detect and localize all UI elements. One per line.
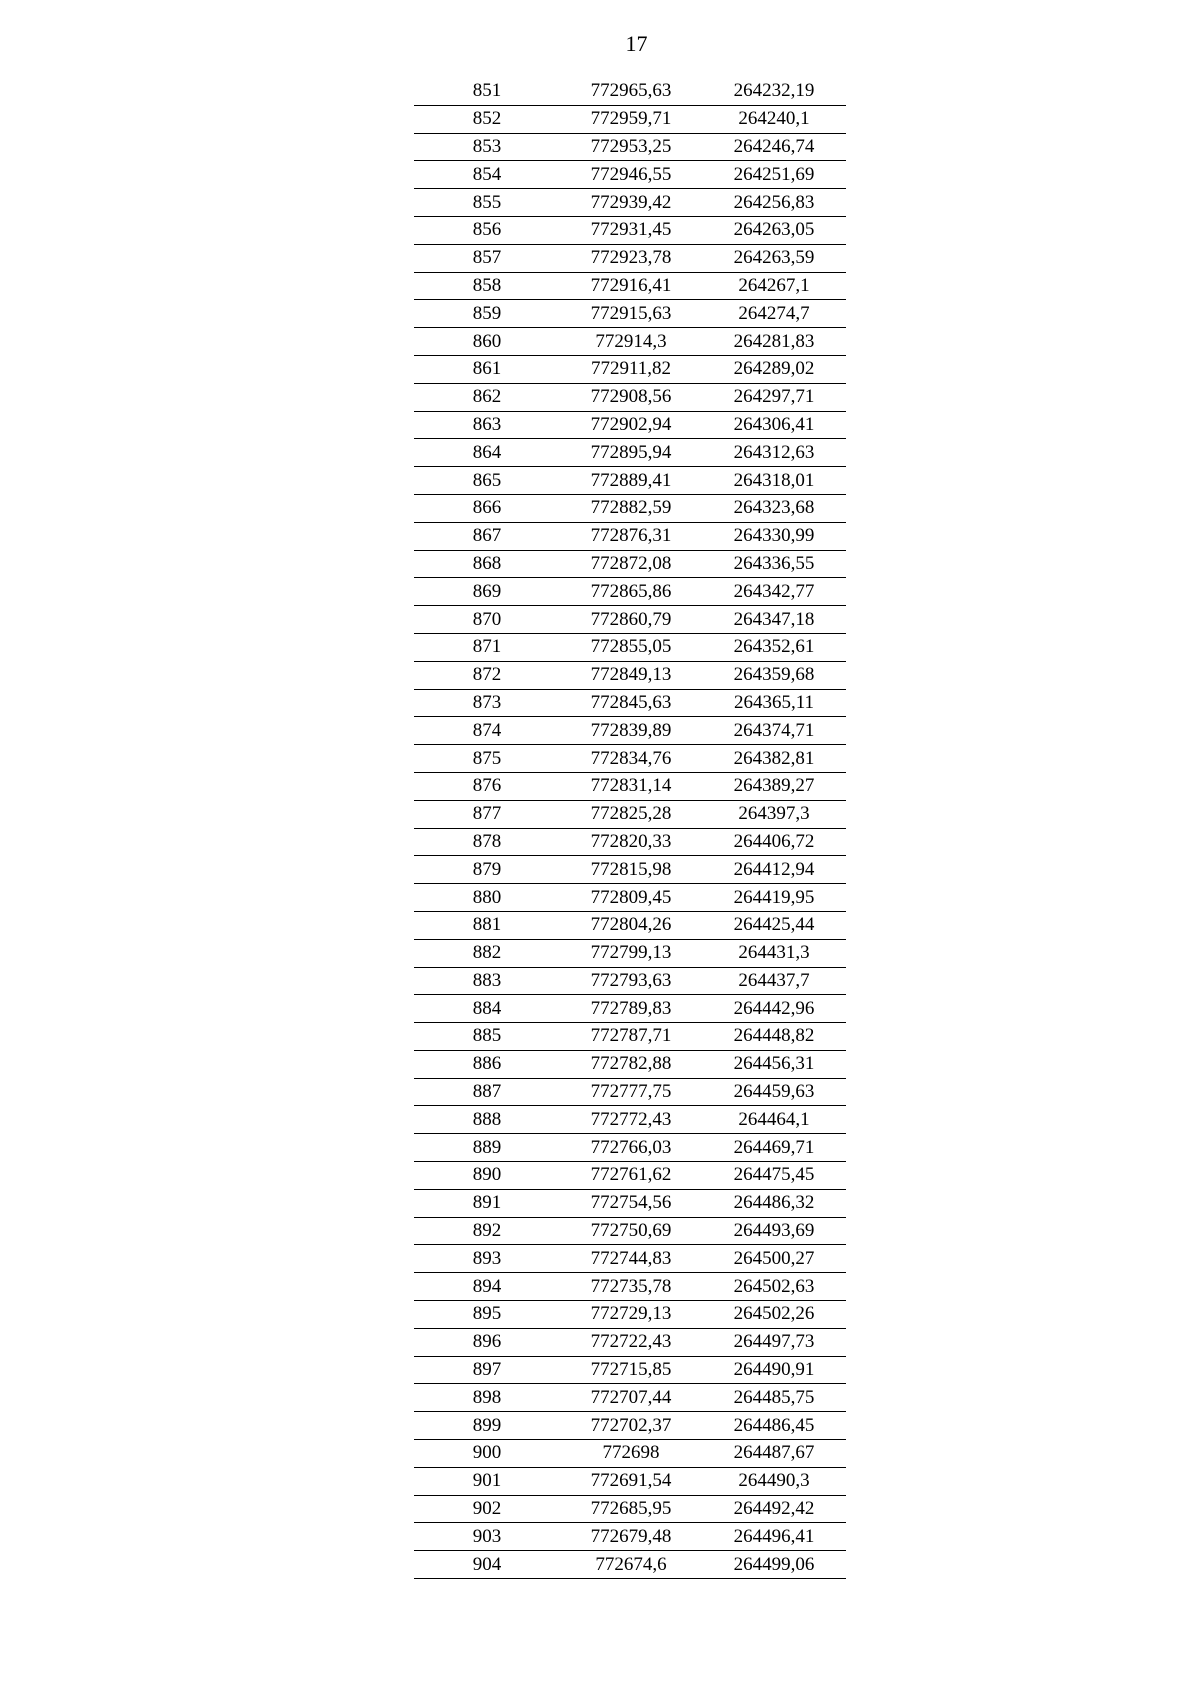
- x-coordinate-cell: 772953,25: [560, 133, 702, 161]
- x-coordinate-cell: 772782,88: [560, 1050, 702, 1078]
- y-coordinate-cell: 264263,59: [702, 244, 846, 272]
- point-number-cell: 867: [414, 522, 560, 550]
- point-number-cell: 852: [414, 105, 560, 133]
- y-coordinate-cell: 264499,06: [702, 1551, 846, 1579]
- table-row: [414, 550, 846, 578]
- y-coordinate-cell: 264359,68: [702, 661, 846, 689]
- y-coordinate-cell: 264263,05: [702, 216, 846, 244]
- point-number-cell: 884: [414, 995, 560, 1023]
- y-coordinate-cell: 264496,41: [702, 1523, 846, 1551]
- y-coordinate-cell: 264502,26: [702, 1301, 846, 1329]
- y-coordinate-cell: 264431,3: [702, 939, 846, 967]
- table-row: [414, 1523, 846, 1551]
- point-number-cell: 878: [414, 828, 560, 856]
- x-coordinate-cell: 772831,14: [560, 772, 702, 800]
- y-coordinate-cell: 264306,41: [702, 411, 846, 439]
- table-row: [414, 494, 846, 522]
- y-coordinate-cell: 264342,77: [702, 578, 846, 606]
- y-coordinate-cell: 264486,45: [702, 1412, 846, 1440]
- table-row: [414, 1440, 846, 1468]
- x-coordinate-cell: 772702,37: [560, 1412, 702, 1440]
- point-number-cell: 902: [414, 1495, 560, 1523]
- table-row: [414, 1134, 846, 1162]
- x-coordinate-cell: 772787,71: [560, 1023, 702, 1051]
- y-coordinate-cell: 264469,71: [702, 1134, 846, 1162]
- y-coordinate-cell: 264475,45: [702, 1162, 846, 1190]
- table-row: [414, 911, 846, 939]
- point-number-cell: 876: [414, 772, 560, 800]
- y-coordinate-cell: 264397,3: [702, 800, 846, 828]
- x-coordinate-cell: 772707,44: [560, 1384, 702, 1412]
- x-coordinate-cell: 772793,63: [560, 967, 702, 995]
- table-row: [414, 189, 846, 217]
- point-number-cell: 866: [414, 494, 560, 522]
- y-coordinate-cell: 264412,94: [702, 856, 846, 884]
- x-coordinate-cell: 772916,41: [560, 272, 702, 300]
- point-number-cell: 879: [414, 856, 560, 884]
- table-row: [414, 717, 846, 745]
- point-number-cell: 894: [414, 1273, 560, 1301]
- y-coordinate-cell: 264267,1: [702, 272, 846, 300]
- x-coordinate-cell: 772691,54: [560, 1467, 702, 1495]
- table-row: [414, 1328, 846, 1356]
- x-coordinate-cell: 772931,45: [560, 216, 702, 244]
- point-number-cell: 901: [414, 1467, 560, 1495]
- y-coordinate-cell: 264448,82: [702, 1023, 846, 1051]
- table-row: [414, 1384, 846, 1412]
- point-number-cell: 888: [414, 1106, 560, 1134]
- table-row: [414, 856, 846, 884]
- coordinates-table-body: [414, 78, 846, 1579]
- y-coordinate-cell: 264374,71: [702, 717, 846, 745]
- x-coordinate-cell: 772820,33: [560, 828, 702, 856]
- point-number-cell: 896: [414, 1328, 560, 1356]
- y-coordinate-cell: 264486,32: [702, 1189, 846, 1217]
- table-row: [414, 1551, 846, 1579]
- point-number-cell: 851: [414, 78, 560, 105]
- y-coordinate-cell: 264493,69: [702, 1217, 846, 1245]
- table-row: [414, 1273, 846, 1301]
- y-coordinate-cell: 264419,95: [702, 884, 846, 912]
- x-coordinate-cell: 772895,94: [560, 439, 702, 467]
- y-coordinate-cell: 264281,83: [702, 328, 846, 356]
- point-number-cell: 890: [414, 1162, 560, 1190]
- coordinates-table: [414, 78, 846, 1579]
- y-coordinate-cell: 264464,1: [702, 1106, 846, 1134]
- point-number-cell: 863: [414, 411, 560, 439]
- x-coordinate-cell: 772674,6: [560, 1551, 702, 1579]
- x-coordinate-cell: 772715,85: [560, 1356, 702, 1384]
- point-number-cell: 903: [414, 1523, 560, 1551]
- y-coordinate-cell: 264312,63: [702, 439, 846, 467]
- point-number-cell: 873: [414, 689, 560, 717]
- table-row: [414, 1106, 846, 1134]
- point-number-cell: 872: [414, 661, 560, 689]
- point-number-cell: 855: [414, 189, 560, 217]
- table-row: [414, 800, 846, 828]
- y-coordinate-cell: 264318,01: [702, 467, 846, 495]
- x-coordinate-cell: 772685,95: [560, 1495, 702, 1523]
- table-row: [414, 578, 846, 606]
- x-coordinate-cell: 772804,26: [560, 911, 702, 939]
- point-number-cell: 858: [414, 272, 560, 300]
- table-row: [414, 772, 846, 800]
- point-number-cell: 882: [414, 939, 560, 967]
- y-coordinate-cell: 264330,99: [702, 522, 846, 550]
- point-number-cell: 891: [414, 1189, 560, 1217]
- x-coordinate-cell: 772834,76: [560, 745, 702, 773]
- y-coordinate-cell: 264485,75: [702, 1384, 846, 1412]
- table-row: [414, 1078, 846, 1106]
- table-row: [414, 1495, 846, 1523]
- table-row: [414, 1412, 846, 1440]
- y-coordinate-cell: 264487,67: [702, 1440, 846, 1468]
- table-row: [414, 272, 846, 300]
- point-number-cell: 856: [414, 216, 560, 244]
- point-number-cell: 883: [414, 967, 560, 995]
- table-row: [414, 939, 846, 967]
- point-number-cell: 899: [414, 1412, 560, 1440]
- point-number-cell: 897: [414, 1356, 560, 1384]
- point-number-cell: 862: [414, 383, 560, 411]
- x-coordinate-cell: 772914,3: [560, 328, 702, 356]
- x-coordinate-cell: 772911,82: [560, 355, 702, 383]
- point-number-cell: 904: [414, 1551, 560, 1579]
- table-row: [414, 661, 846, 689]
- point-number-cell: 857: [414, 244, 560, 272]
- table-row: [414, 105, 846, 133]
- point-number-cell: 859: [414, 300, 560, 328]
- y-coordinate-cell: 264256,83: [702, 189, 846, 217]
- point-number-cell: 895: [414, 1301, 560, 1329]
- table-row: [414, 78, 846, 105]
- y-coordinate-cell: 264497,73: [702, 1328, 846, 1356]
- table-row: [414, 522, 846, 550]
- y-coordinate-cell: 264500,27: [702, 1245, 846, 1273]
- x-coordinate-cell: 772766,03: [560, 1134, 702, 1162]
- table-row: [414, 1245, 846, 1273]
- table-row: [414, 995, 846, 1023]
- x-coordinate-cell: 772722,43: [560, 1328, 702, 1356]
- x-coordinate-cell: 772923,78: [560, 244, 702, 272]
- x-coordinate-cell: 772915,63: [560, 300, 702, 328]
- y-coordinate-cell: 264274,7: [702, 300, 846, 328]
- y-coordinate-cell: 264389,27: [702, 772, 846, 800]
- point-number-cell: 860: [414, 328, 560, 356]
- x-coordinate-cell: 772679,48: [560, 1523, 702, 1551]
- point-number-cell: 861: [414, 355, 560, 383]
- y-coordinate-cell: 264246,74: [702, 133, 846, 161]
- x-coordinate-cell: 772959,71: [560, 105, 702, 133]
- point-number-cell: 893: [414, 1245, 560, 1273]
- table-row: [414, 133, 846, 161]
- y-coordinate-cell: 264289,02: [702, 355, 846, 383]
- y-coordinate-cell: 264382,81: [702, 745, 846, 773]
- table-row: [414, 1050, 846, 1078]
- point-number-cell: 881: [414, 911, 560, 939]
- point-number-cell: 892: [414, 1217, 560, 1245]
- y-coordinate-cell: 264365,11: [702, 689, 846, 717]
- x-coordinate-cell: 772698: [560, 1440, 702, 1468]
- x-coordinate-cell: 772761,62: [560, 1162, 702, 1190]
- table-row: [414, 216, 846, 244]
- point-number-cell: 864: [414, 439, 560, 467]
- table-row: [414, 967, 846, 995]
- table-row: [414, 606, 846, 634]
- point-number-cell: 875: [414, 745, 560, 773]
- point-number-cell: 889: [414, 1134, 560, 1162]
- point-number-cell: 868: [414, 550, 560, 578]
- x-coordinate-cell: 772825,28: [560, 800, 702, 828]
- y-coordinate-cell: 264442,96: [702, 995, 846, 1023]
- x-coordinate-cell: 772865,86: [560, 578, 702, 606]
- point-number-cell: 877: [414, 800, 560, 828]
- x-coordinate-cell: 772777,75: [560, 1078, 702, 1106]
- y-coordinate-cell: 264251,69: [702, 161, 846, 189]
- x-coordinate-cell: 772902,94: [560, 411, 702, 439]
- y-coordinate-cell: 264456,31: [702, 1050, 846, 1078]
- x-coordinate-cell: 772849,13: [560, 661, 702, 689]
- y-coordinate-cell: 264490,91: [702, 1356, 846, 1384]
- table-row: [414, 745, 846, 773]
- y-coordinate-cell: 264347,18: [702, 606, 846, 634]
- x-coordinate-cell: 772735,78: [560, 1273, 702, 1301]
- point-number-cell: 871: [414, 633, 560, 661]
- point-number-cell: 853: [414, 133, 560, 161]
- x-coordinate-cell: 772965,63: [560, 78, 702, 105]
- x-coordinate-cell: 772789,83: [560, 995, 702, 1023]
- x-coordinate-cell: 772754,56: [560, 1189, 702, 1217]
- x-coordinate-cell: 772815,98: [560, 856, 702, 884]
- point-number-cell: 885: [414, 1023, 560, 1051]
- y-coordinate-cell: 264502,63: [702, 1273, 846, 1301]
- point-number-cell: 869: [414, 578, 560, 606]
- table-row: [414, 244, 846, 272]
- table-row: [414, 1023, 846, 1051]
- table-row: [414, 439, 846, 467]
- x-coordinate-cell: 772799,13: [560, 939, 702, 967]
- point-number-cell: 886: [414, 1050, 560, 1078]
- page-number: 17: [625, 31, 648, 56]
- y-coordinate-cell: 264323,68: [702, 494, 846, 522]
- table-row: [414, 161, 846, 189]
- x-coordinate-cell: 772889,41: [560, 467, 702, 495]
- table-row: [414, 411, 846, 439]
- table-row: [414, 328, 846, 356]
- y-coordinate-cell: 264232,19: [702, 78, 846, 105]
- point-number-cell: 865: [414, 467, 560, 495]
- x-coordinate-cell: 772882,59: [560, 494, 702, 522]
- table-row: [414, 383, 846, 411]
- x-coordinate-cell: 772876,31: [560, 522, 702, 550]
- point-number-cell: 874: [414, 717, 560, 745]
- table-row: [414, 1217, 846, 1245]
- x-coordinate-cell: 772855,05: [560, 633, 702, 661]
- x-coordinate-cell: 772872,08: [560, 550, 702, 578]
- point-number-cell: 900: [414, 1440, 560, 1468]
- y-coordinate-cell: 264336,55: [702, 550, 846, 578]
- table-row: [414, 467, 846, 495]
- x-coordinate-cell: 772729,13: [560, 1301, 702, 1329]
- point-number-cell: 854: [414, 161, 560, 189]
- x-coordinate-cell: 772750,69: [560, 1217, 702, 1245]
- x-coordinate-cell: 772809,45: [560, 884, 702, 912]
- table-row: [414, 1467, 846, 1495]
- x-coordinate-cell: 772860,79: [560, 606, 702, 634]
- table-row: [414, 884, 846, 912]
- table-row: [414, 1356, 846, 1384]
- table-row: [414, 828, 846, 856]
- x-coordinate-cell: 772946,55: [560, 161, 702, 189]
- point-number-cell: 880: [414, 884, 560, 912]
- table-row: [414, 355, 846, 383]
- y-coordinate-cell: 264406,72: [702, 828, 846, 856]
- point-number-cell: 870: [414, 606, 560, 634]
- y-coordinate-cell: 264240,1: [702, 105, 846, 133]
- table-row: [414, 633, 846, 661]
- y-coordinate-cell: 264492,42: [702, 1495, 846, 1523]
- point-number-cell: 887: [414, 1078, 560, 1106]
- point-number-cell: 898: [414, 1384, 560, 1412]
- table-row: [414, 1301, 846, 1329]
- x-coordinate-cell: 772845,63: [560, 689, 702, 717]
- y-coordinate-cell: 264490,3: [702, 1467, 846, 1495]
- x-coordinate-cell: 772772,43: [560, 1106, 702, 1134]
- x-coordinate-cell: 772908,56: [560, 383, 702, 411]
- x-coordinate-cell: 772939,42: [560, 189, 702, 217]
- y-coordinate-cell: 264425,44: [702, 911, 846, 939]
- y-coordinate-cell: 264459,63: [702, 1078, 846, 1106]
- table-row: [414, 300, 846, 328]
- y-coordinate-cell: 264352,61: [702, 633, 846, 661]
- x-coordinate-cell: 772744,83: [560, 1245, 702, 1273]
- x-coordinate-cell: 772839,89: [560, 717, 702, 745]
- table-row: [414, 1162, 846, 1190]
- table-row: [414, 689, 846, 717]
- table-row: [414, 1189, 846, 1217]
- y-coordinate-cell: 264437,7: [702, 967, 846, 995]
- y-coordinate-cell: 264297,71: [702, 383, 846, 411]
